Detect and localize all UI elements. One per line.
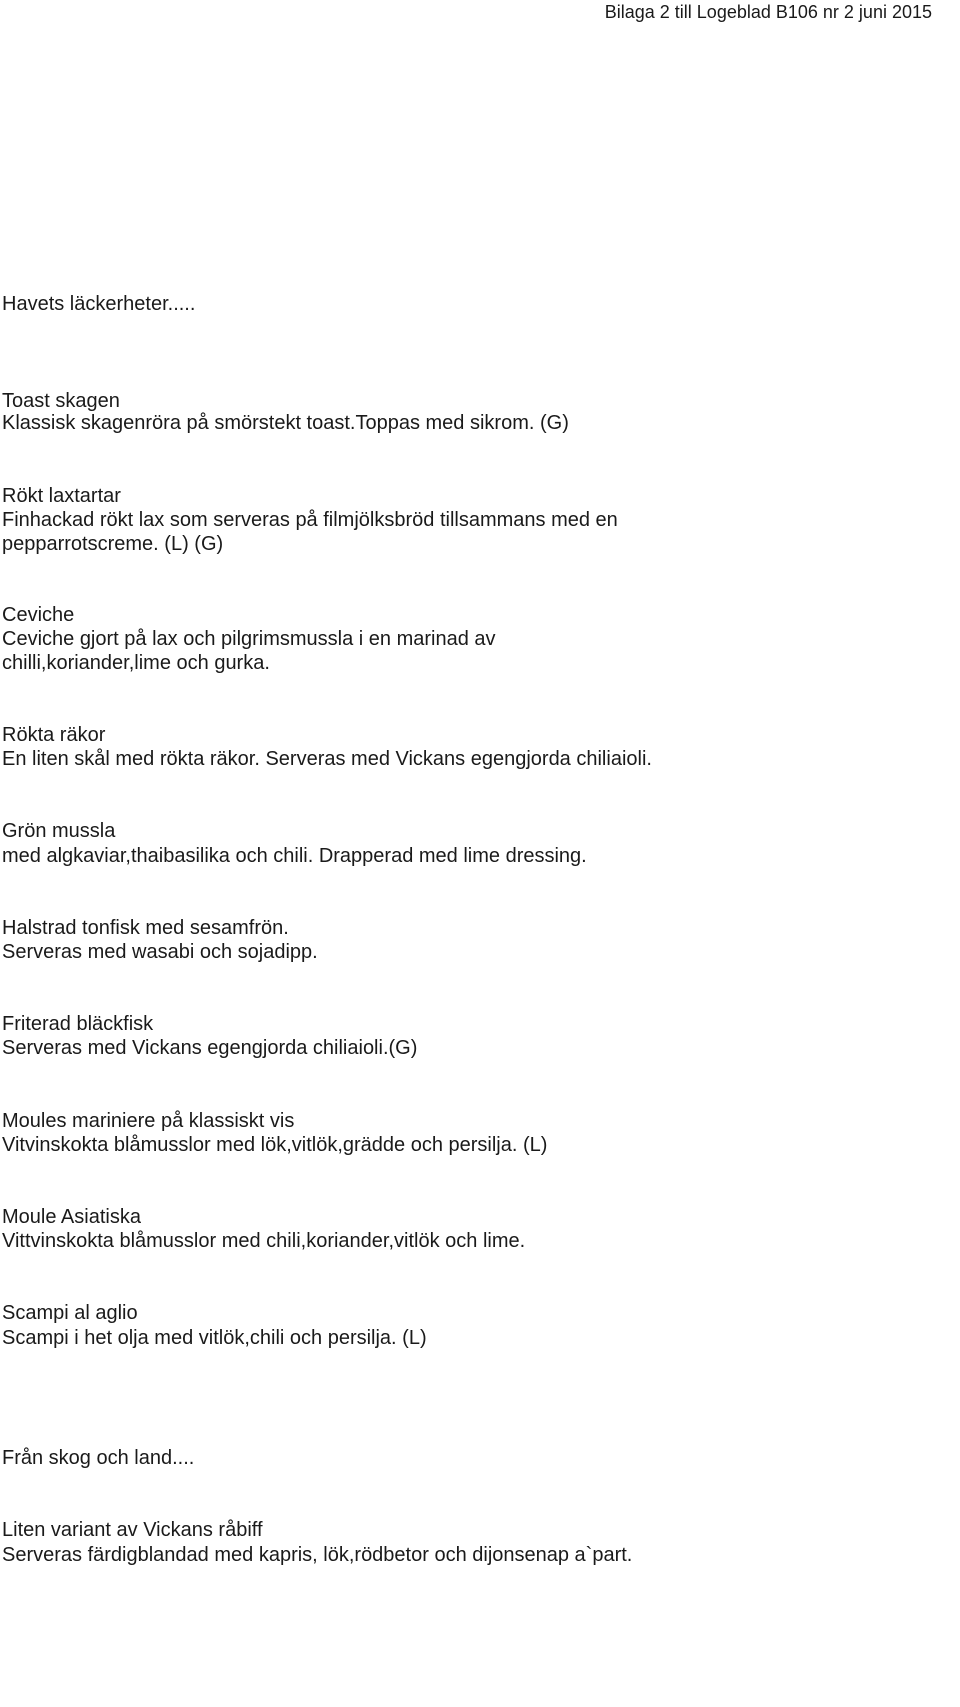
menu-item-description: Finhackad rökt lax som serveras på filmjölksbröd tillsammans med en [2,509,618,531]
section-title-seafood: Havets läckerheter..... [2,293,196,315]
menu-item-name: Scampi al aglio [2,1302,138,1324]
menu-item-name: Moules mariniere på klassiskt vis [2,1110,295,1132]
menu-item-description: pepparrotscreme. (L) (G) [2,533,224,555]
menu-item-description: Serveras färdigblandad med kapris, lök,rödbetor och dijonsenap a`part. [2,1544,633,1566]
menu-item-name: Rökt laxtartar [2,485,121,507]
menu-item-name: Ceviche [2,604,75,626]
menu-item-description: Serveras med Vickans egengjorda chiliaioli.(G) [2,1037,418,1059]
menu-item-description: Ceviche gjort på lax och pilgrimsmussla i en marinad av [2,628,496,650]
menu-item-name: Liten variant av Vickans råbiff [2,1519,263,1541]
menu-item-name: Grön mussla [2,820,116,842]
menu-item-description: Klassisk skagenröra på smörstekt toast.Toppas med sikrom. (G) [2,412,569,434]
section-title-forest-land: Från skog och land.... [2,1447,195,1469]
menu-item-name: Friterad bläckfisk [2,1013,154,1035]
menu-item-description: Serveras med wasabi och sojadipp. [2,941,318,963]
menu-item-description: med algkaviar,thaibasilika och chili. Drapperad med lime dressing. [2,845,587,867]
menu-item-name: Halstrad tonfisk med sesamfrön. [2,917,289,939]
menu-item-description: Scampi i het olja med vitlök,chili och persilja. (L) [2,1327,427,1349]
menu-item-description: En liten skål med rökta räkor. Serveras med Vickans egengjorda chiliaioli. [2,748,652,770]
menu-item-name: Rökta räkor [2,724,106,746]
menu-item-description: Vittvinskokta blåmusslor med chili,koriander,vitlök och lime. [2,1230,526,1252]
menu-item-name: Moule Asiatiska [2,1206,141,1228]
page-header: Bilaga 2 till Logeblad B106 nr 2 juni 2015 [604,2,932,22]
menu-item-name: Toast skagen [2,390,120,412]
menu-item-description: Vitvinskokta blåmusslor med lök,vitlök,grädde och persilja. (L) [2,1134,548,1156]
menu-item-description: chilli,koriander,lime och gurka. [2,652,270,674]
